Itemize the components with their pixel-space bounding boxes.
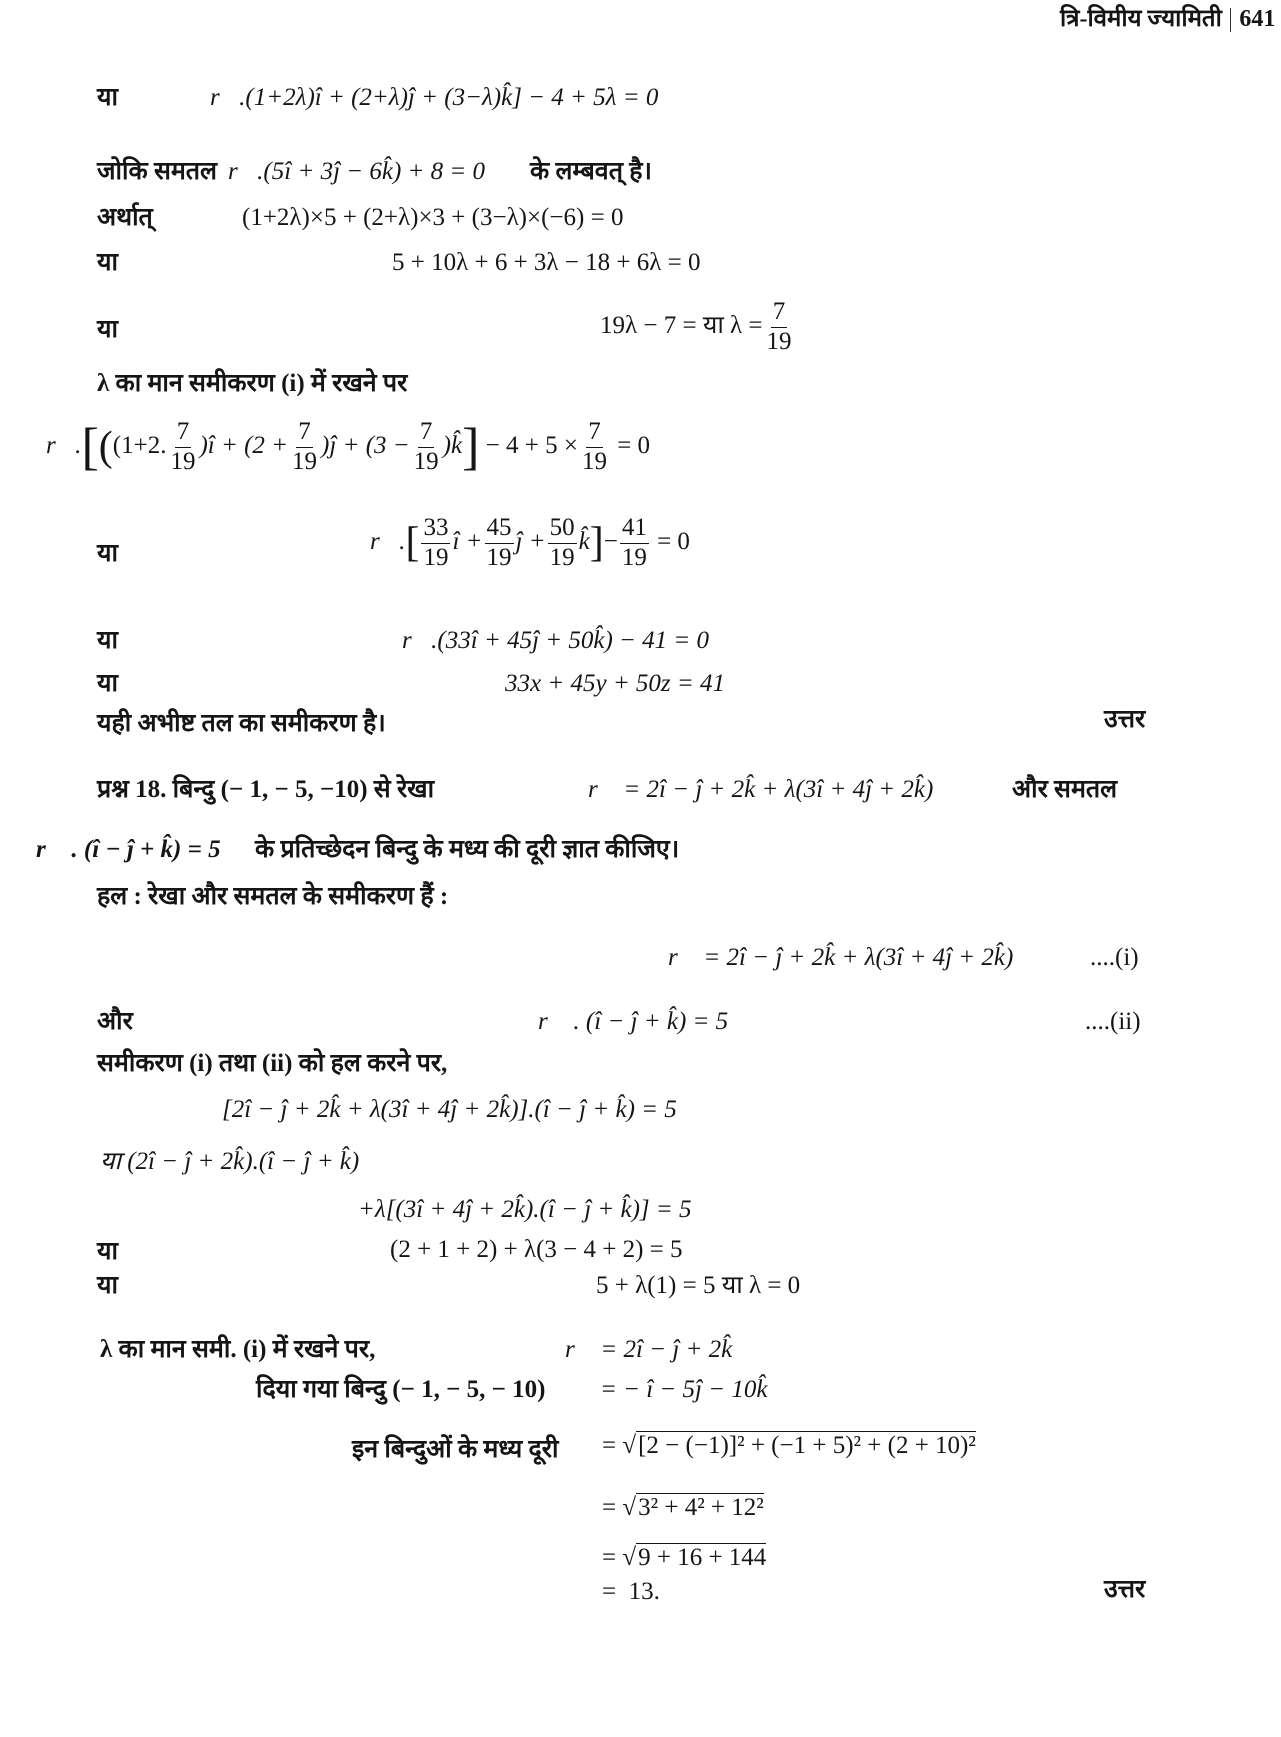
numerator: 33 — [421, 514, 450, 544]
eq-part: k̂ — [578, 527, 590, 555]
page-number: 641 — [1239, 6, 1276, 32]
equals-sign: = — [602, 1432, 617, 1459]
radicand: 9 + 16 + 144 — [638, 1544, 767, 1571]
text-line: इन बिन्दुओं के मध्य दूरी — [352, 1436, 559, 1463]
numerator: 7 — [418, 418, 435, 448]
eq-part: − — [603, 527, 618, 555]
equation — [600, 298, 796, 357]
equals-sign: = — [602, 1544, 617, 1571]
line-label: या — [97, 670, 118, 697]
eq-text: 19λ − 7 = या λ = — [600, 311, 763, 339]
sqrt-sign: √ — [622, 1494, 637, 1521]
line-label: या — [97, 249, 118, 276]
fraction — [580, 418, 609, 477]
line-label: या — [97, 627, 118, 654]
denominator: 19 — [486, 543, 512, 571]
equation — [602, 1432, 976, 1460]
denominator: 19 — [170, 447, 196, 475]
denominator: 19 — [766, 327, 792, 355]
fraction — [168, 418, 197, 477]
line-label: या — [97, 1272, 118, 1299]
equation: या (2î − ĵ + 2k̂).(î − ĵ + k̂) — [100, 1148, 360, 1175]
equation: 5 + 10λ + 6 + 3λ − 18 + 6λ = 0 — [392, 249, 701, 276]
equation: r⃗ . (î − ĵ + k̂) = 5 — [36, 836, 221, 863]
vector-r: r⃗. — [46, 431, 82, 459]
text-line: λ का मान समी. (i) में रखने पर, — [100, 1336, 376, 1363]
solution-intro: हल : रेखा और समतल के समीकरण हैं : — [97, 883, 449, 910]
eq-part: − 4 + 5 × — [485, 431, 578, 459]
text-line: जोकि समतल — [97, 158, 218, 185]
question-text: और समतल — [1012, 776, 1118, 803]
equation: r⃗ = 2î − ĵ + 2k̂ — [565, 1336, 733, 1363]
denominator: 19 — [581, 447, 607, 475]
equation — [602, 1544, 766, 1572]
text-line: के लम्बवत् है। — [530, 158, 652, 185]
equation — [602, 1494, 764, 1522]
equation: (2 + 1 + 2) + λ(3 − 4 + 2) = 5 — [390, 1236, 683, 1263]
question-text: के प्रतिच्छेदन बिन्दु के मध्य की दूरी ज्ञात कीजिए। — [255, 836, 680, 863]
denominator: 19 — [292, 447, 318, 475]
line-label: अर्थात् — [97, 204, 153, 231]
fraction — [765, 298, 794, 357]
equation: r⃗.(33î + 45ĵ + 50k̂) − 41 = 0 — [402, 627, 710, 654]
eq-part: (1+2. — [112, 431, 167, 459]
chapter-title: त्रि-विमीय ज्यामिती — [1060, 6, 1222, 32]
text-line: λ का मान समीकरण (i) में रखने पर — [97, 370, 408, 397]
eq-part: ĵ + — [515, 527, 546, 555]
eq-part: )î + (2 + — [199, 431, 289, 459]
radicand: 3² + 4² + 12² — [638, 1494, 764, 1521]
text-line: समीकरण (i) तथा (ii) को हल करने पर, — [97, 1050, 448, 1077]
equation: r⃗ = 2î − ĵ + 2k̂ + λ(3î + 4ĵ + 2k̂) — [588, 776, 934, 803]
denominator: 19 — [621, 543, 647, 571]
equals-sign: = — [602, 1578, 617, 1605]
sqrt-sign: √ — [622, 1432, 637, 1459]
equation-i: r⃗ = 2î − ĵ + 2k̂ + λ(3î + 4ĵ + 2k̂) — [668, 944, 1014, 971]
numerator: 50 — [548, 514, 577, 544]
line-label: और — [97, 1008, 133, 1035]
header-divider — [1230, 8, 1232, 32]
eq-part: = 0 — [617, 431, 651, 459]
equation-ii: r⃗ . (î − ĵ + k̂) = 5 — [538, 1008, 729, 1035]
eq-part: )k̂ — [442, 431, 463, 459]
question-text: प्रश्न 18. बिन्दु (− 1, − 5, −10) से रेखा — [97, 776, 435, 803]
vector-r: r⃗. — [370, 527, 406, 555]
line-label: या — [97, 1238, 118, 1265]
equation: [2î − ĵ + 2k̂ + λ(3î + 4ĵ + 2k̂)].(î − ĵ + k̂) = 5 — [222, 1096, 677, 1123]
denominator: 19 — [549, 543, 575, 571]
equals-sign: = — [602, 1494, 617, 1521]
final-result: 13. — [628, 1578, 660, 1605]
numerator: 7 — [175, 418, 192, 448]
line-label: या — [97, 540, 118, 567]
fraction — [421, 514, 450, 573]
equation — [602, 1578, 660, 1606]
page-header — [1060, 6, 1275, 32]
eq-part: )ĵ + (3 − — [321, 431, 410, 459]
sqrt-sign: √ — [622, 1544, 637, 1571]
equation: (1+2λ)×5 + (2+λ)×3 + (3−λ)×(−6) = 0 — [242, 204, 624, 231]
numerator: 41 — [620, 514, 649, 544]
fraction — [548, 514, 577, 573]
equation-substituted: r⃗.[((1+2. $\frac{7}{19}$ )î + (2 + $\frac{7}{19}$ )ĵ + (3 − $\frac{7}{19}$ )k̂] − 4 + 5 × $\frac{7}{19}$ = 0 — [46, 418, 651, 476]
numerator: 7 — [771, 298, 788, 328]
answer-marker: उत्तर — [1104, 706, 1146, 733]
fraction — [485, 514, 514, 573]
fraction — [620, 514, 649, 573]
equation: 33x + 45y + 50z = 41 — [505, 670, 726, 697]
line-label: या — [97, 316, 118, 343]
equation: r⃗.(1+2λ)î + (2+λ)ĵ + (3−λ)k̂] − 4 + 5λ = 0 — [210, 84, 659, 111]
denominator: 19 — [413, 447, 439, 475]
text-line: दिया गया बिन्दु (− 1, − 5, − 10) — [256, 1376, 546, 1403]
answer-marker: उत्तर — [1104, 1576, 1146, 1603]
numerator: 45 — [485, 514, 514, 544]
denominator: 19 — [423, 543, 449, 571]
fraction — [412, 418, 441, 477]
numerator: 7 — [296, 418, 313, 448]
line-label: या — [97, 84, 118, 111]
eq-part: = 0 — [657, 527, 690, 555]
radicand: [2 − (−1)]² + (−1 + 5)² + (2 + 10)² — [638, 1432, 976, 1459]
equation: r⃗.(5î + 3ĵ − 6k̂) + 8 = 0 — [228, 158, 486, 185]
equation: +λ[(3î + 4ĵ + 2k̂).(î − ĵ + k̂)] = 5 — [358, 1196, 692, 1223]
equation: 5 + λ(1) = 5 या λ = 0 — [596, 1272, 801, 1299]
equation: = − î − 5ĵ − 10k̂ — [600, 1376, 768, 1403]
numerator: 7 — [586, 418, 603, 448]
equation-tag: ....(ii) — [1085, 1008, 1141, 1035]
eq-part: î + — [452, 527, 483, 555]
fraction — [290, 418, 319, 477]
equation-tag: ....(i) — [1090, 944, 1139, 971]
text-line: यही अभीष्ट तल का समीकरण है। — [97, 710, 386, 737]
equation: r⃗.[ $\frac{33}{19}$ î + $\frac{45}{19}$ ĵ + $\frac{50}{19}$ k̂]− $\frac{41}{19}$ = 0 — [370, 514, 690, 571]
